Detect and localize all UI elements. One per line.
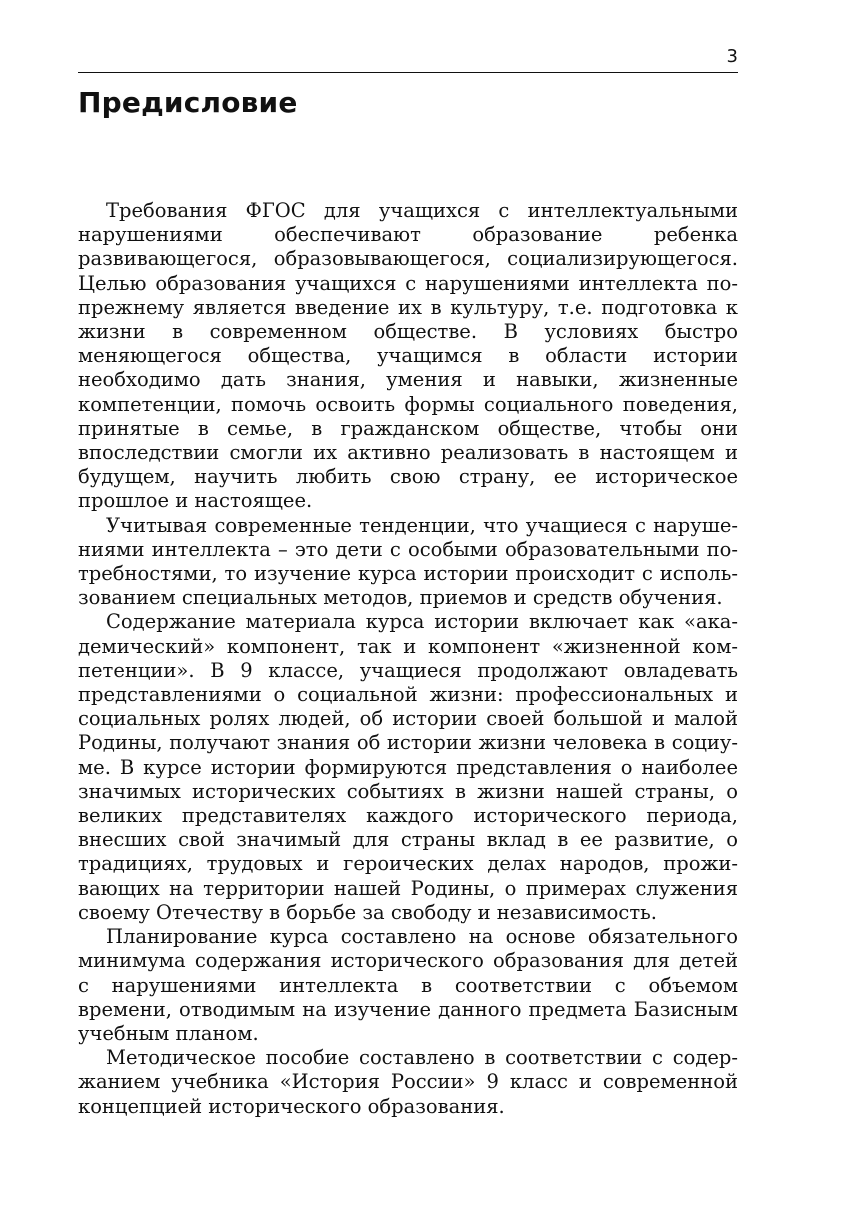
paragraph-fgos-requirements: Требования ФГОС для учащихся с интеллектуальными нарушениями обеспечивают образование ребенка развивающегося, образовывающегося, социализирующегося. Целью образования учащихся с нарушениями интеллекта по-прежнему является введение их в культуру, т.е. подготовка к жизни в современном обществе. В условиях быстро меняющегося общества, учащимся в области истории необходимо дать знания, умения и навыки, жизненные компетенции, помочь освоить формы социального поведения, принятые в семье, в гражданском обществе, чтобы они впоследствии смогли их активно реализовать в настоящем и будущем, научить любить свою страну, ее историческое прошлое и настоящее. [78,199,738,513]
header-rule [78,72,738,73]
paragraph-methodical-manual: Методическое пособие составлено в соответствии с содержанием учебника «История России» 9 класс и современной концепцией исторического образования. [78,1046,738,1118]
paragraph-course-content: Содержание материала курса истории включает как «академический» компонент, так и компонент «жизненной компетенции». В 9 классе, учащиеся продолжают овладевать представлениями о социальной жизни: профессиональных и социальных ролях людей, об истории своей большой и малой Родины, получают знания об истории жизни человека в социуме. В курсе истории формируются представления о наиболее значимых исторических событиях в жизни нашей страны, о великих представителях каждого исторического периода, внесших свой значимый для страны вклад в ее развитие, о традициях, трудовых и героических делах народов, проживающих на территории нашей Родины, о примерах служения своему Отечеству в борьбе за свободу и независимость. [78,610,738,924]
page-title: Предисловие [78,86,298,119]
body-text [78,199,738,1119]
paragraph-course-planning: Планирование курса составлено на основе обязательного минимума содержания исторического образования для детей с нарушениями интеллекта в соответствии с объемом времени, отводимым на изучение данного предмета Базисным учебным планом. [78,925,738,1045]
paragraph-modern-trends: Учитывая современные тенденции, что учащиеся с нарушениями интеллекта – это дети с особыми образовательными потребностями, то изучение курса истории происходит с использованием специальных методов, приемов и средств обучения. [78,513,738,610]
page-number: 3 [726,46,738,67]
